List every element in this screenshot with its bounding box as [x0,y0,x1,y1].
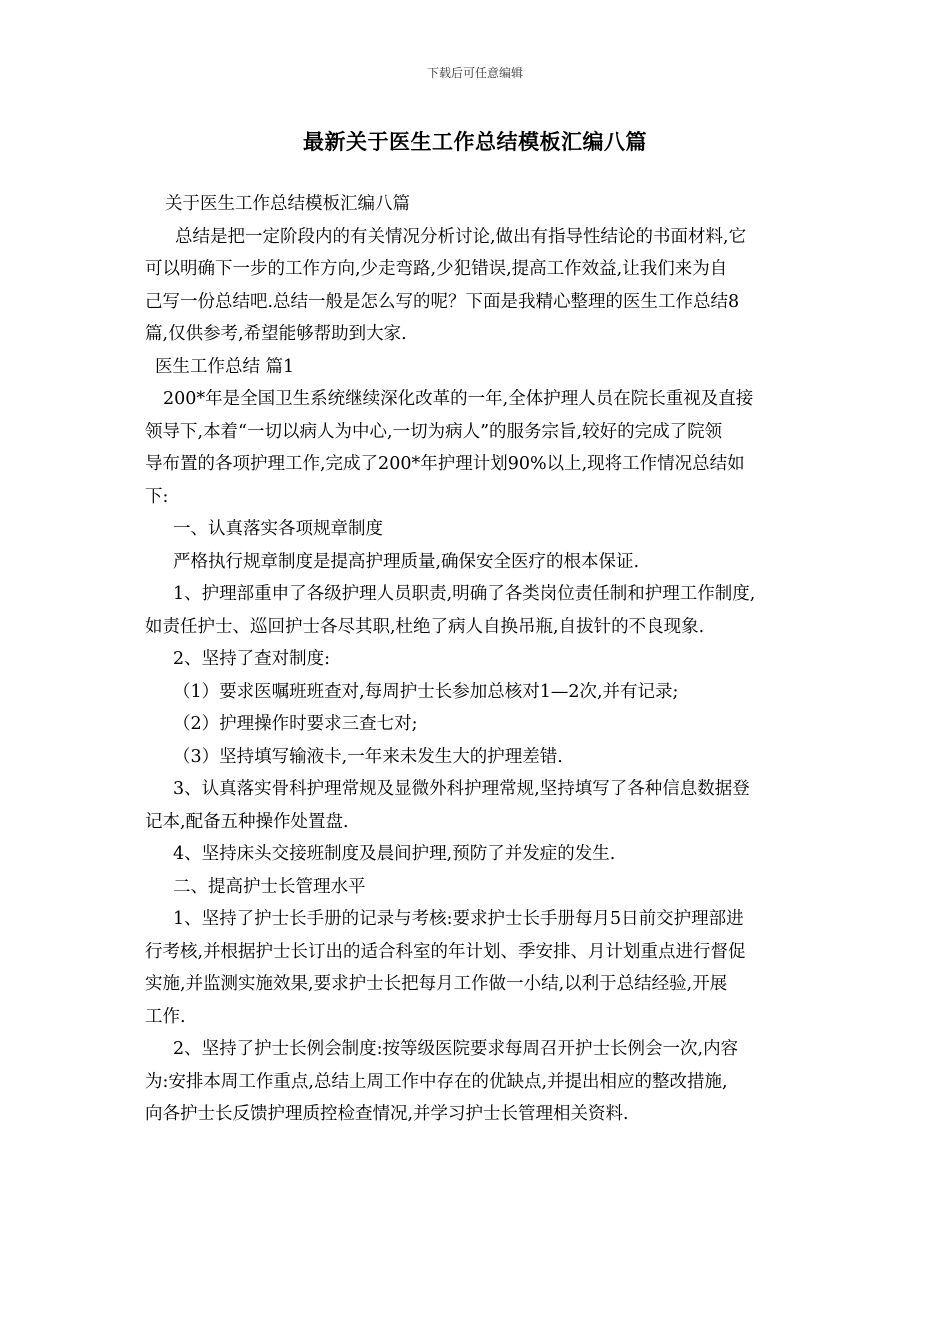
paragraph-line: 己写一份总结吧.总结一般是怎么写的呢？下面是我精心整理的医生工作总结8 [145,291,740,312]
list-item: （2）护理操作时要求三查七对; [173,714,418,734]
paragraph-line: 4、坚持床头交接班制度及晨间护理,预防了并发症的发生. [173,844,616,864]
header-note: 下载后可任意编辑 [426,66,523,80]
section-heading: 一、认真落实各项规章制度 [173,519,383,539]
paragraph-line: 严格执行规章制度是提高护理质量,确保安全医疗的根本保证. [173,551,640,572]
paragraph-line: 200*年是全国卫生系统继续深化改革的一年,全体护理人员在院长重视及直接 [163,389,754,409]
paragraph-line: 总结是把一定阶段内的有关情况分析讨论,做出有指导性结论的书面材料,它 [175,226,747,247]
paragraph-line: 2、坚持了查对制度: [173,649,331,669]
paragraph-line: 下: [145,486,169,507]
paragraph-line: 2、坚持了护士长例会制度:按等级医院要求每周召开护士长例会一次,内容 [173,1039,739,1059]
paragraph-line: 行考核,并根据护士长订出的适合科室的年计划、季安排、月计划重点进行督促 [145,941,746,962]
paragraph-line: 工作. [145,1006,186,1027]
document-title: 最新关于医生工作总结模板汇编八篇 [303,129,647,154]
paragraph-line: 领导下,本着“一切以病人为中心,一切为病人”的服务宗旨,较好的完成了院领 [145,421,723,442]
paragraph-line: 3、认真落实骨科护理常规及显微外科护理常规,坚持填写了各种信息数据登 [173,779,750,799]
paragraph-line: 1、坚持了护士长手册的记录与考核:要求护士长手册每月5日前交护理部进 [173,909,744,929]
paragraph-line: 实施,并监测实施效果,要求护士长把每月工作做一小结,以利于总结经验,开展 [145,974,728,994]
paragraph-line: 为:安排本周工作重点,总结上周工作中存在的优缺点,并提出相应的整改措施, [145,1071,728,1092]
paragraph-line: 向各护士长反馈护理质控检查情况,并学习护士长管理相关资料. [145,1104,629,1124]
paragraph-line: 1、护理部重申了各级护理人员职责,明确了各类岗位责任制和护理工作制度, [173,584,756,604]
paragraph-line: 如责任护士、巡回护士各尽其职,杜绝了病人自换吊瓶,自拔针的不良现象. [145,616,705,637]
section-heading: 二、提高护士长管理水平 [173,876,366,897]
list-item: （1）要求医嘱班班查对,每周护士长参加总核对1—2次,并有记录; [173,681,679,702]
paragraph-line: 可以明确下一步的工作方向,少走弯路,少犯错误,提高工作效益,让我们来为自 [145,259,728,279]
document-body [145,188,810,1131]
subtitle-line: 关于医生工作总结模板汇编八篇 [165,194,410,214]
paragraph-line: 篇,仅供参考,希望能够帮助到大家. [145,324,407,344]
paragraph-line: 记本,配备五种操作处置盘. [145,811,349,832]
section-heading: 医生工作总结 篇1 [155,356,295,377]
paragraph-line: 导布置的各项护理工作,完成了200*年护理计划90%以上,现将工作情况总结如 [145,454,745,474]
list-item: （3）坚持填写输液卡,一年来未发生大的护理差错. [173,746,563,767]
